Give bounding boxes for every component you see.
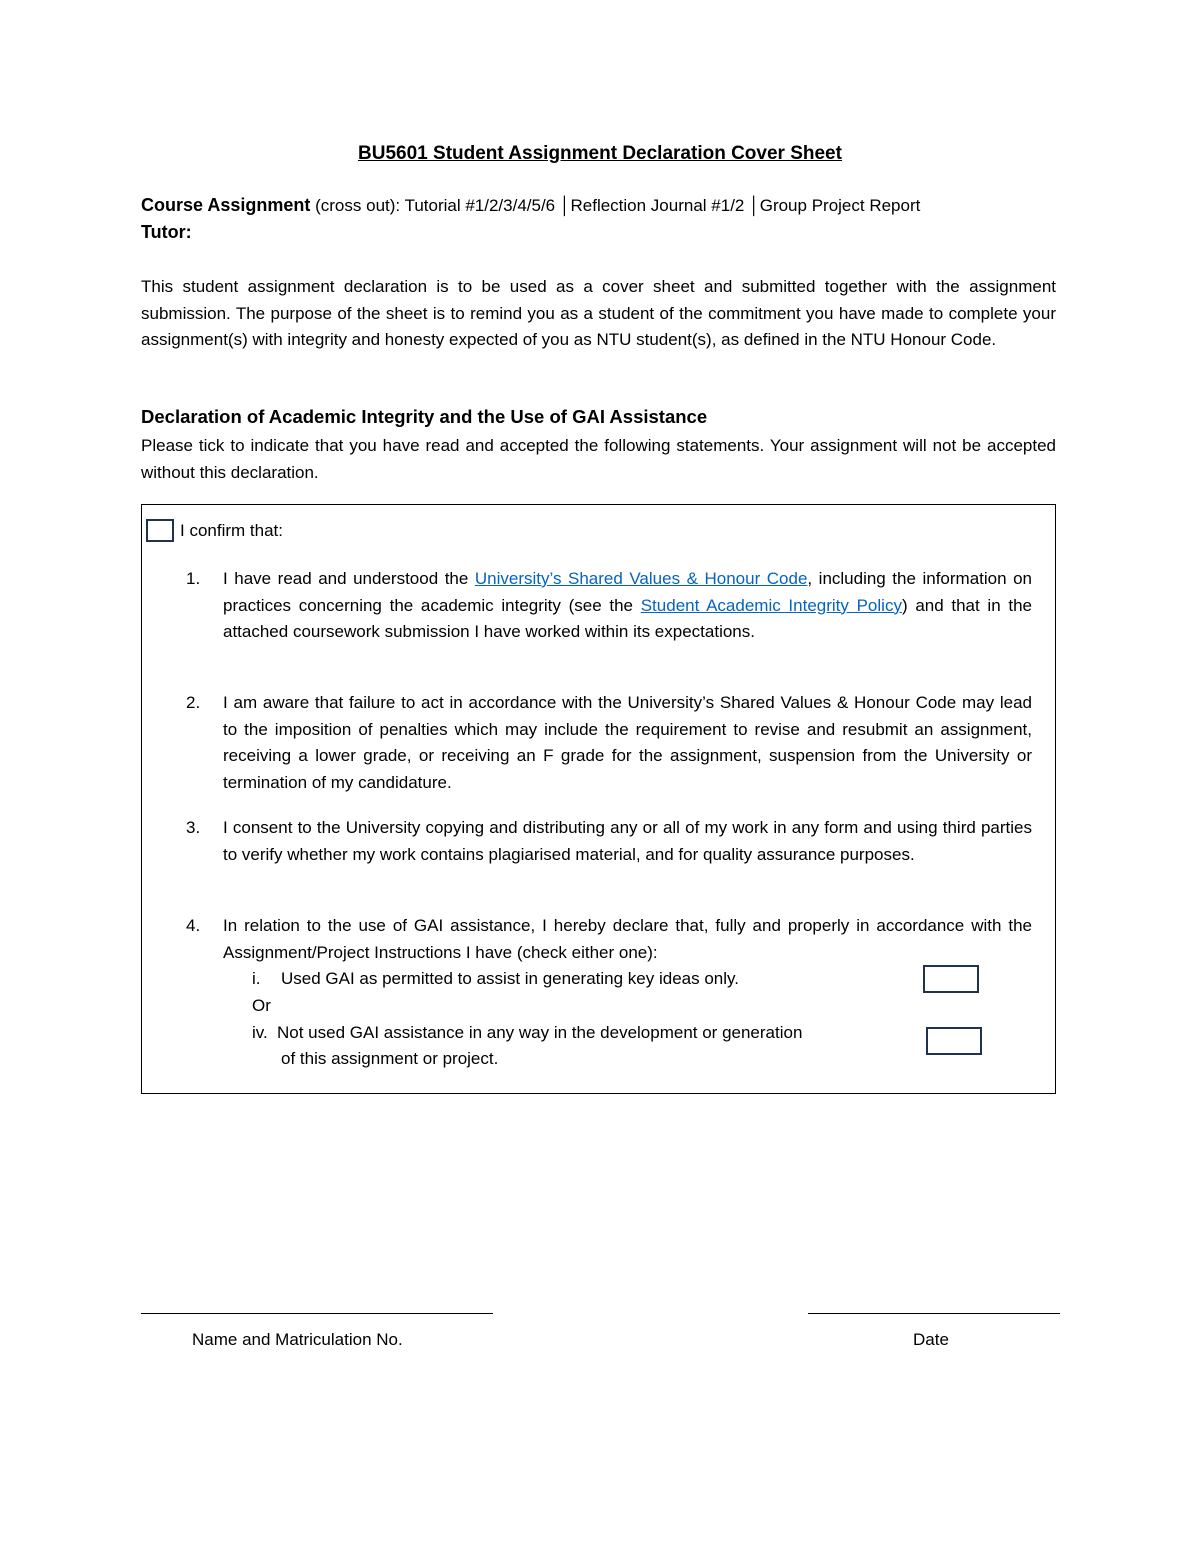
gai-option-2-text-line1: Not used GAI assistance in any way in the development or generation <box>277 1023 803 1042</box>
statement-text: In relation to the use of GAI assistance, I hereby declare that, fully and properly in accordance with the Assignment/Project Instructions I have (check either one): <box>223 916 1032 962</box>
name-signature-line <box>141 1313 493 1314</box>
gai-option-1-checkbox[interactable] <box>923 965 979 993</box>
honour-code-link[interactable]: University’s Shared Values & Honour Code <box>474 569 808 588</box>
confirm-row <box>146 519 283 542</box>
gai-option-1-number: i. <box>252 969 261 988</box>
gai-option-2-number: iv. <box>252 1023 268 1042</box>
course-assignment-options: Tutorial #1/2/3/4/5/6 │Reflection Journal #1/2 │Group Project Report <box>404 196 921 215</box>
statement-text: I am aware that failure to act in accordance with the University’s Shared Values & Honour Code may lead to the imposition of penalties which may include the requirement to revise and resubmit an assignment, receiving a lower grade, or receiving an F grade for the assignment, suspension from the University or termination of my candidature. <box>223 693 1032 792</box>
name-matric-label: Name and Matriculation No. <box>192 1330 403 1349</box>
date-label: Date <box>913 1330 949 1349</box>
gai-option-2-text-line2: of this assignment or project. <box>281 1049 499 1068</box>
integrity-policy-link[interactable]: Student Academic Integrity Policy <box>640 595 902 615</box>
page-title: BU5601 Student Assignment Declaration Cover Sheet <box>358 143 842 164</box>
statement-text-part: I have read and understood the <box>223 569 475 588</box>
statement-item <box>186 690 1032 796</box>
course-assignment-label: Course Assignment <box>141 195 311 215</box>
gai-or-label: Or <box>252 996 271 1015</box>
course-assignment-hint: (cross out): <box>315 196 401 215</box>
statement-number: 4. <box>186 916 201 935</box>
statement-number: 1. <box>186 569 201 588</box>
statement-item <box>186 566 1032 646</box>
statement-text-part: , including the information on practices concerning the academic integrity (see the <box>223 569 1032 615</box>
confirm-checkbox[interactable] <box>146 519 174 542</box>
gai-option-1-text: Used GAI as permitted to assist in generating key ideas only. <box>281 969 739 988</box>
statement-number: 2. <box>186 693 201 712</box>
statement-item <box>186 913 1032 966</box>
confirm-label: I confirm that: <box>180 520 283 540</box>
date-signature-line <box>808 1313 1060 1314</box>
declaration-heading: Declaration of Academic Integrity and the Use of GAI Assistance <box>141 406 708 427</box>
gai-option-2-checkbox[interactable] <box>926 1027 982 1055</box>
tutor-label: Tutor: <box>141 222 192 242</box>
statement-number: 3. <box>186 818 201 837</box>
course-assignment-line <box>141 195 1061 216</box>
statement-text: I consent to the University copying and distributing any or all of my work in any form and using third parties to verify whether my work contains plagiarised material, and for quality assurance purposes. <box>223 818 1032 864</box>
statement-item <box>186 815 1032 868</box>
declaration-instructions: Please tick to indicate that you have read and accepted the following statements. Your assignment will not be accepted without this declaration. <box>141 436 1056 482</box>
statement-text-part: ) and that in the attached coursework submission I have worked within its expectations. <box>223 595 1033 641</box>
intro-paragraph: This student assignment declaration is to be used as a cover sheet and submitted together with the assignment submission. The purpose of the sheet is to remind you as a student of the commitment you have made to complete your assignment(s) with integrity and honesty expected of you as NTU student(s), as defined in the NTU Honour Code. <box>141 277 1056 349</box>
statement-text <box>223 566 1032 646</box>
